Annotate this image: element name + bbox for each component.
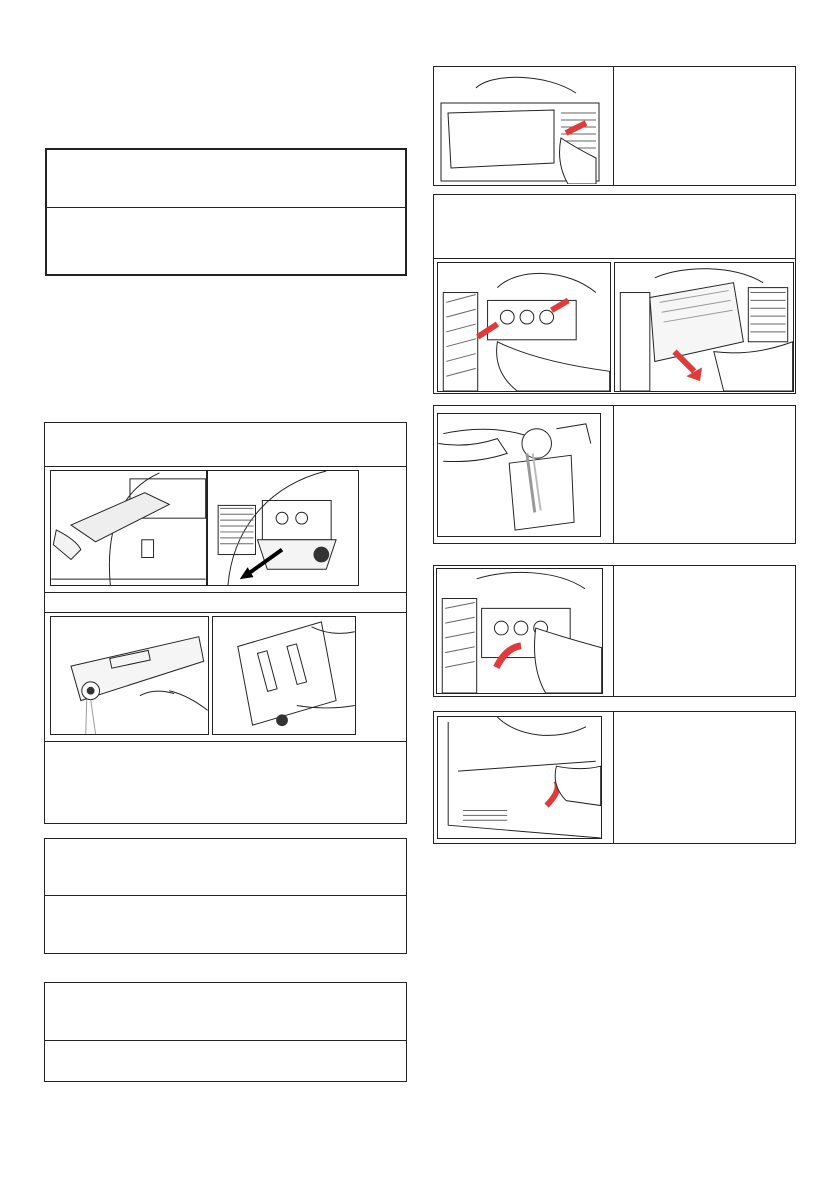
divider bbox=[45, 592, 406, 593]
condenser-slid-out-icon bbox=[615, 263, 793, 391]
divider bbox=[45, 612, 406, 613]
pull-water-tank-icon bbox=[51, 471, 206, 585]
tank-door-open-icon bbox=[208, 471, 358, 585]
tank-empty-illustration bbox=[50, 616, 209, 735]
warning-box bbox=[45, 148, 407, 276]
tank-plate-icon bbox=[213, 617, 355, 734]
close-panel-icon bbox=[438, 717, 601, 838]
water-tank-door-illustration bbox=[207, 470, 359, 586]
note-box-2 bbox=[44, 982, 407, 1082]
remove-condenser-illustration bbox=[437, 262, 611, 392]
empty-water-tank-icon bbox=[51, 617, 208, 734]
reinsert-condenser-illustration bbox=[436, 568, 603, 694]
hands-pulling-condenser-icon bbox=[438, 263, 610, 391]
divider bbox=[45, 1040, 406, 1041]
divider bbox=[45, 466, 406, 467]
divider bbox=[45, 895, 406, 896]
hand-pressing-vent-panel-icon bbox=[436, 68, 602, 184]
note-box bbox=[44, 838, 407, 954]
tank-plate-illustration bbox=[212, 616, 356, 735]
reinsert-condenser-icon bbox=[437, 569, 602, 693]
rinse-filter-under-water-icon bbox=[438, 414, 600, 536]
rinse-filter-illustration bbox=[437, 413, 601, 537]
water-tank-pull-illustration bbox=[50, 470, 207, 586]
condenser-lifted-illustration bbox=[614, 262, 794, 392]
divider bbox=[45, 741, 406, 742]
divider bbox=[47, 207, 405, 208]
divider bbox=[434, 258, 795, 259]
close-panel-illustration bbox=[437, 716, 602, 839]
door-open-panel-illustration bbox=[436, 68, 602, 184]
